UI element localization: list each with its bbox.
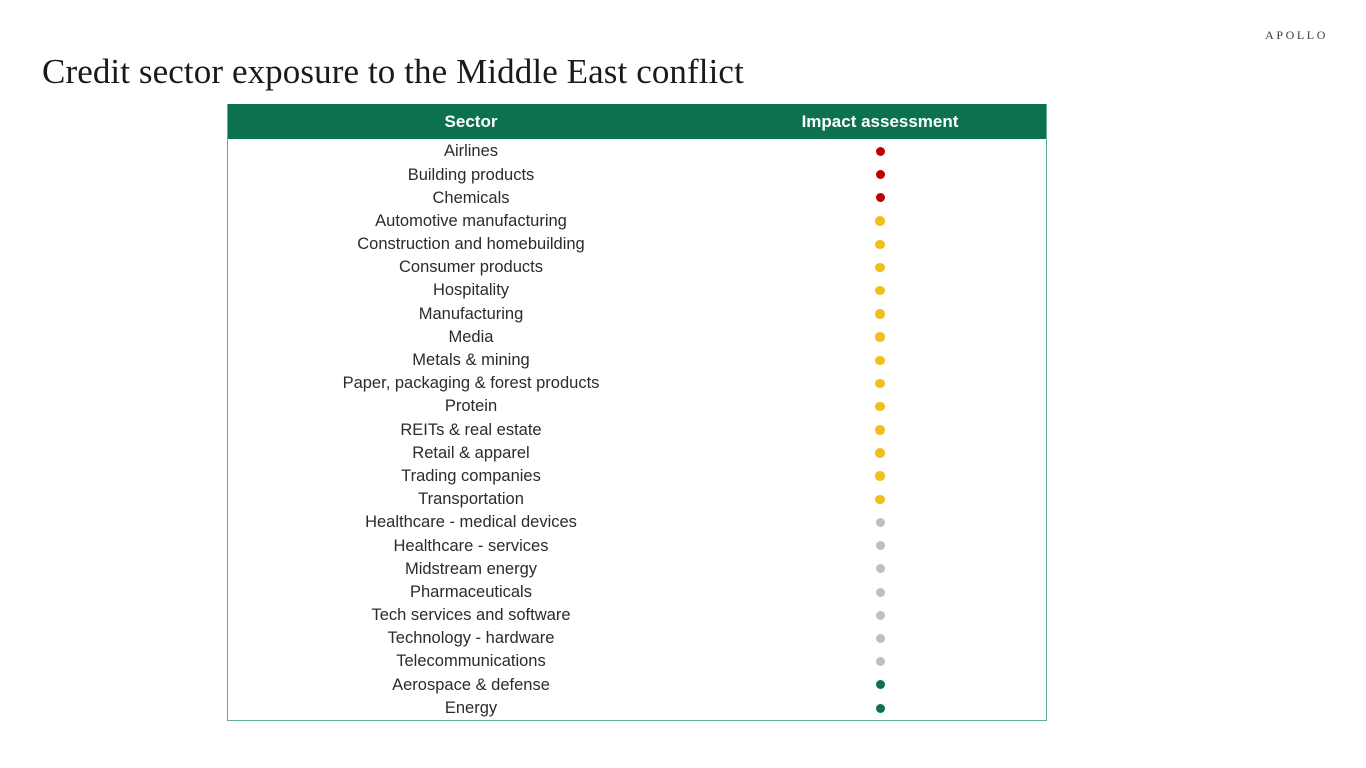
impact-medium-dot-icon — [875, 448, 885, 458]
impact-cell — [714, 471, 1046, 481]
sector-name: Automotive manufacturing — [375, 211, 567, 230]
impact-cell — [714, 240, 1046, 250]
sector-name: Healthcare - medical devices — [365, 513, 577, 532]
table-row — [228, 302, 1046, 325]
sector-name: Transportation — [418, 490, 524, 509]
impact-cell — [714, 402, 1046, 412]
table-row — [228, 557, 1046, 580]
impact-cell — [714, 611, 1046, 620]
table-row — [228, 140, 1046, 163]
impact-high-dot-icon — [876, 170, 885, 179]
impact-cell — [714, 332, 1046, 342]
sector-name: Healthcare - services — [393, 536, 549, 555]
impact-cell — [714, 216, 1046, 226]
sector-name: Protein — [444, 397, 498, 416]
impact-cell — [714, 680, 1046, 689]
table-row — [228, 604, 1046, 627]
table-row — [228, 349, 1046, 372]
table-row — [228, 233, 1046, 256]
impact-cell — [714, 263, 1046, 273]
table-row — [228, 488, 1046, 511]
table-row — [228, 210, 1046, 233]
sector-name: Midstream energy — [404, 559, 538, 578]
table-row — [228, 697, 1046, 720]
table-row — [228, 418, 1046, 441]
impact-medium-dot-icon — [875, 471, 885, 481]
impact-high-dot-icon — [876, 147, 885, 156]
impact-medium-dot-icon — [875, 286, 885, 296]
impact-low-dot-icon — [876, 518, 885, 527]
impact-cell — [714, 425, 1046, 435]
sector-name: Telecommunications — [396, 652, 546, 671]
impact-medium-dot-icon — [875, 495, 885, 505]
impact-low-dot-icon — [876, 541, 885, 550]
impact-cell — [714, 147, 1046, 156]
impact-assessment-table — [227, 104, 1047, 721]
sector-name: Aerospace & defense — [392, 675, 550, 694]
table-row — [228, 511, 1046, 534]
impact-medium-dot-icon — [875, 332, 885, 342]
sector-name: Paper, packaging & forest products — [342, 374, 600, 393]
impact-cell — [714, 495, 1046, 505]
sector-name: Airlines — [443, 142, 499, 161]
impact-low-dot-icon — [876, 634, 885, 643]
sector-name: Energy — [444, 698, 498, 717]
table-row — [228, 650, 1046, 673]
page-title: Credit sector exposure to the Middle East conflict — [42, 52, 744, 92]
sector-name: Manufacturing — [418, 304, 524, 323]
impact-medium-dot-icon — [875, 216, 885, 226]
impact-cell — [714, 170, 1046, 179]
impact-medium-dot-icon — [875, 356, 885, 366]
impact-cell — [714, 448, 1046, 458]
table-row — [228, 673, 1046, 696]
impact-medium-dot-icon — [875, 379, 885, 389]
table-header-row — [228, 104, 1046, 139]
column-header-sector: Sector — [444, 111, 498, 131]
impact-cell — [714, 309, 1046, 319]
sector-name: Tech services and software — [371, 606, 571, 625]
impact-cell — [714, 541, 1046, 550]
table-row — [228, 256, 1046, 279]
impact-medium-dot-icon — [875, 309, 885, 319]
impact-low-dot-icon — [876, 611, 885, 620]
table-row — [228, 627, 1046, 650]
impact-cell — [714, 704, 1046, 713]
impact-cell — [714, 193, 1046, 202]
table-row — [228, 534, 1046, 557]
impact-cell — [714, 286, 1046, 296]
impact-low-dot-icon — [876, 564, 885, 573]
impact-cell — [714, 657, 1046, 666]
table-row — [228, 581, 1046, 604]
sector-name: Metals & mining — [412, 351, 530, 370]
table-row — [228, 372, 1046, 395]
sector-name: Trading companies — [401, 466, 541, 485]
impact-cell — [714, 518, 1046, 527]
impact-high-dot-icon — [876, 193, 885, 202]
sector-name: Pharmaceuticals — [410, 582, 532, 601]
impact-cell — [714, 379, 1046, 389]
table-row — [228, 279, 1046, 302]
table-row — [228, 326, 1046, 349]
impact-medium-dot-icon — [875, 402, 885, 412]
sector-name: Retail & apparel — [412, 443, 530, 462]
sector-name: Chemicals — [432, 188, 510, 207]
impact-cell — [714, 588, 1046, 597]
table-row — [228, 441, 1046, 464]
sector-name: Media — [448, 327, 494, 346]
sector-name: Consumer products — [399, 258, 543, 277]
sector-name: REITs & real estate — [400, 420, 542, 439]
table-body — [228, 139, 1046, 720]
impact-medium-dot-icon — [875, 240, 885, 250]
impact-medium-dot-icon — [875, 263, 885, 273]
impact-low-dot-icon — [876, 588, 885, 597]
impact-cell — [714, 564, 1046, 573]
sector-name: Technology - hardware — [387, 629, 555, 648]
table-row — [228, 465, 1046, 488]
apollo-logo: APOLLO — [1265, 28, 1328, 42]
impact-medium-dot-icon — [875, 425, 885, 435]
impact-low-dot-icon — [876, 657, 885, 666]
table-row — [228, 395, 1046, 418]
sector-name: Building products — [407, 165, 535, 184]
impact-positive-dot-icon — [876, 680, 885, 689]
table-row — [228, 163, 1046, 186]
impact-cell — [714, 356, 1046, 366]
sector-name: Hospitality — [432, 281, 510, 300]
column-header-impact-assessment: Impact assessment — [801, 111, 959, 131]
table-row — [228, 186, 1046, 209]
impact-positive-dot-icon — [876, 704, 885, 713]
impact-cell — [714, 634, 1046, 643]
sector-name: Construction and homebuilding — [357, 235, 585, 254]
